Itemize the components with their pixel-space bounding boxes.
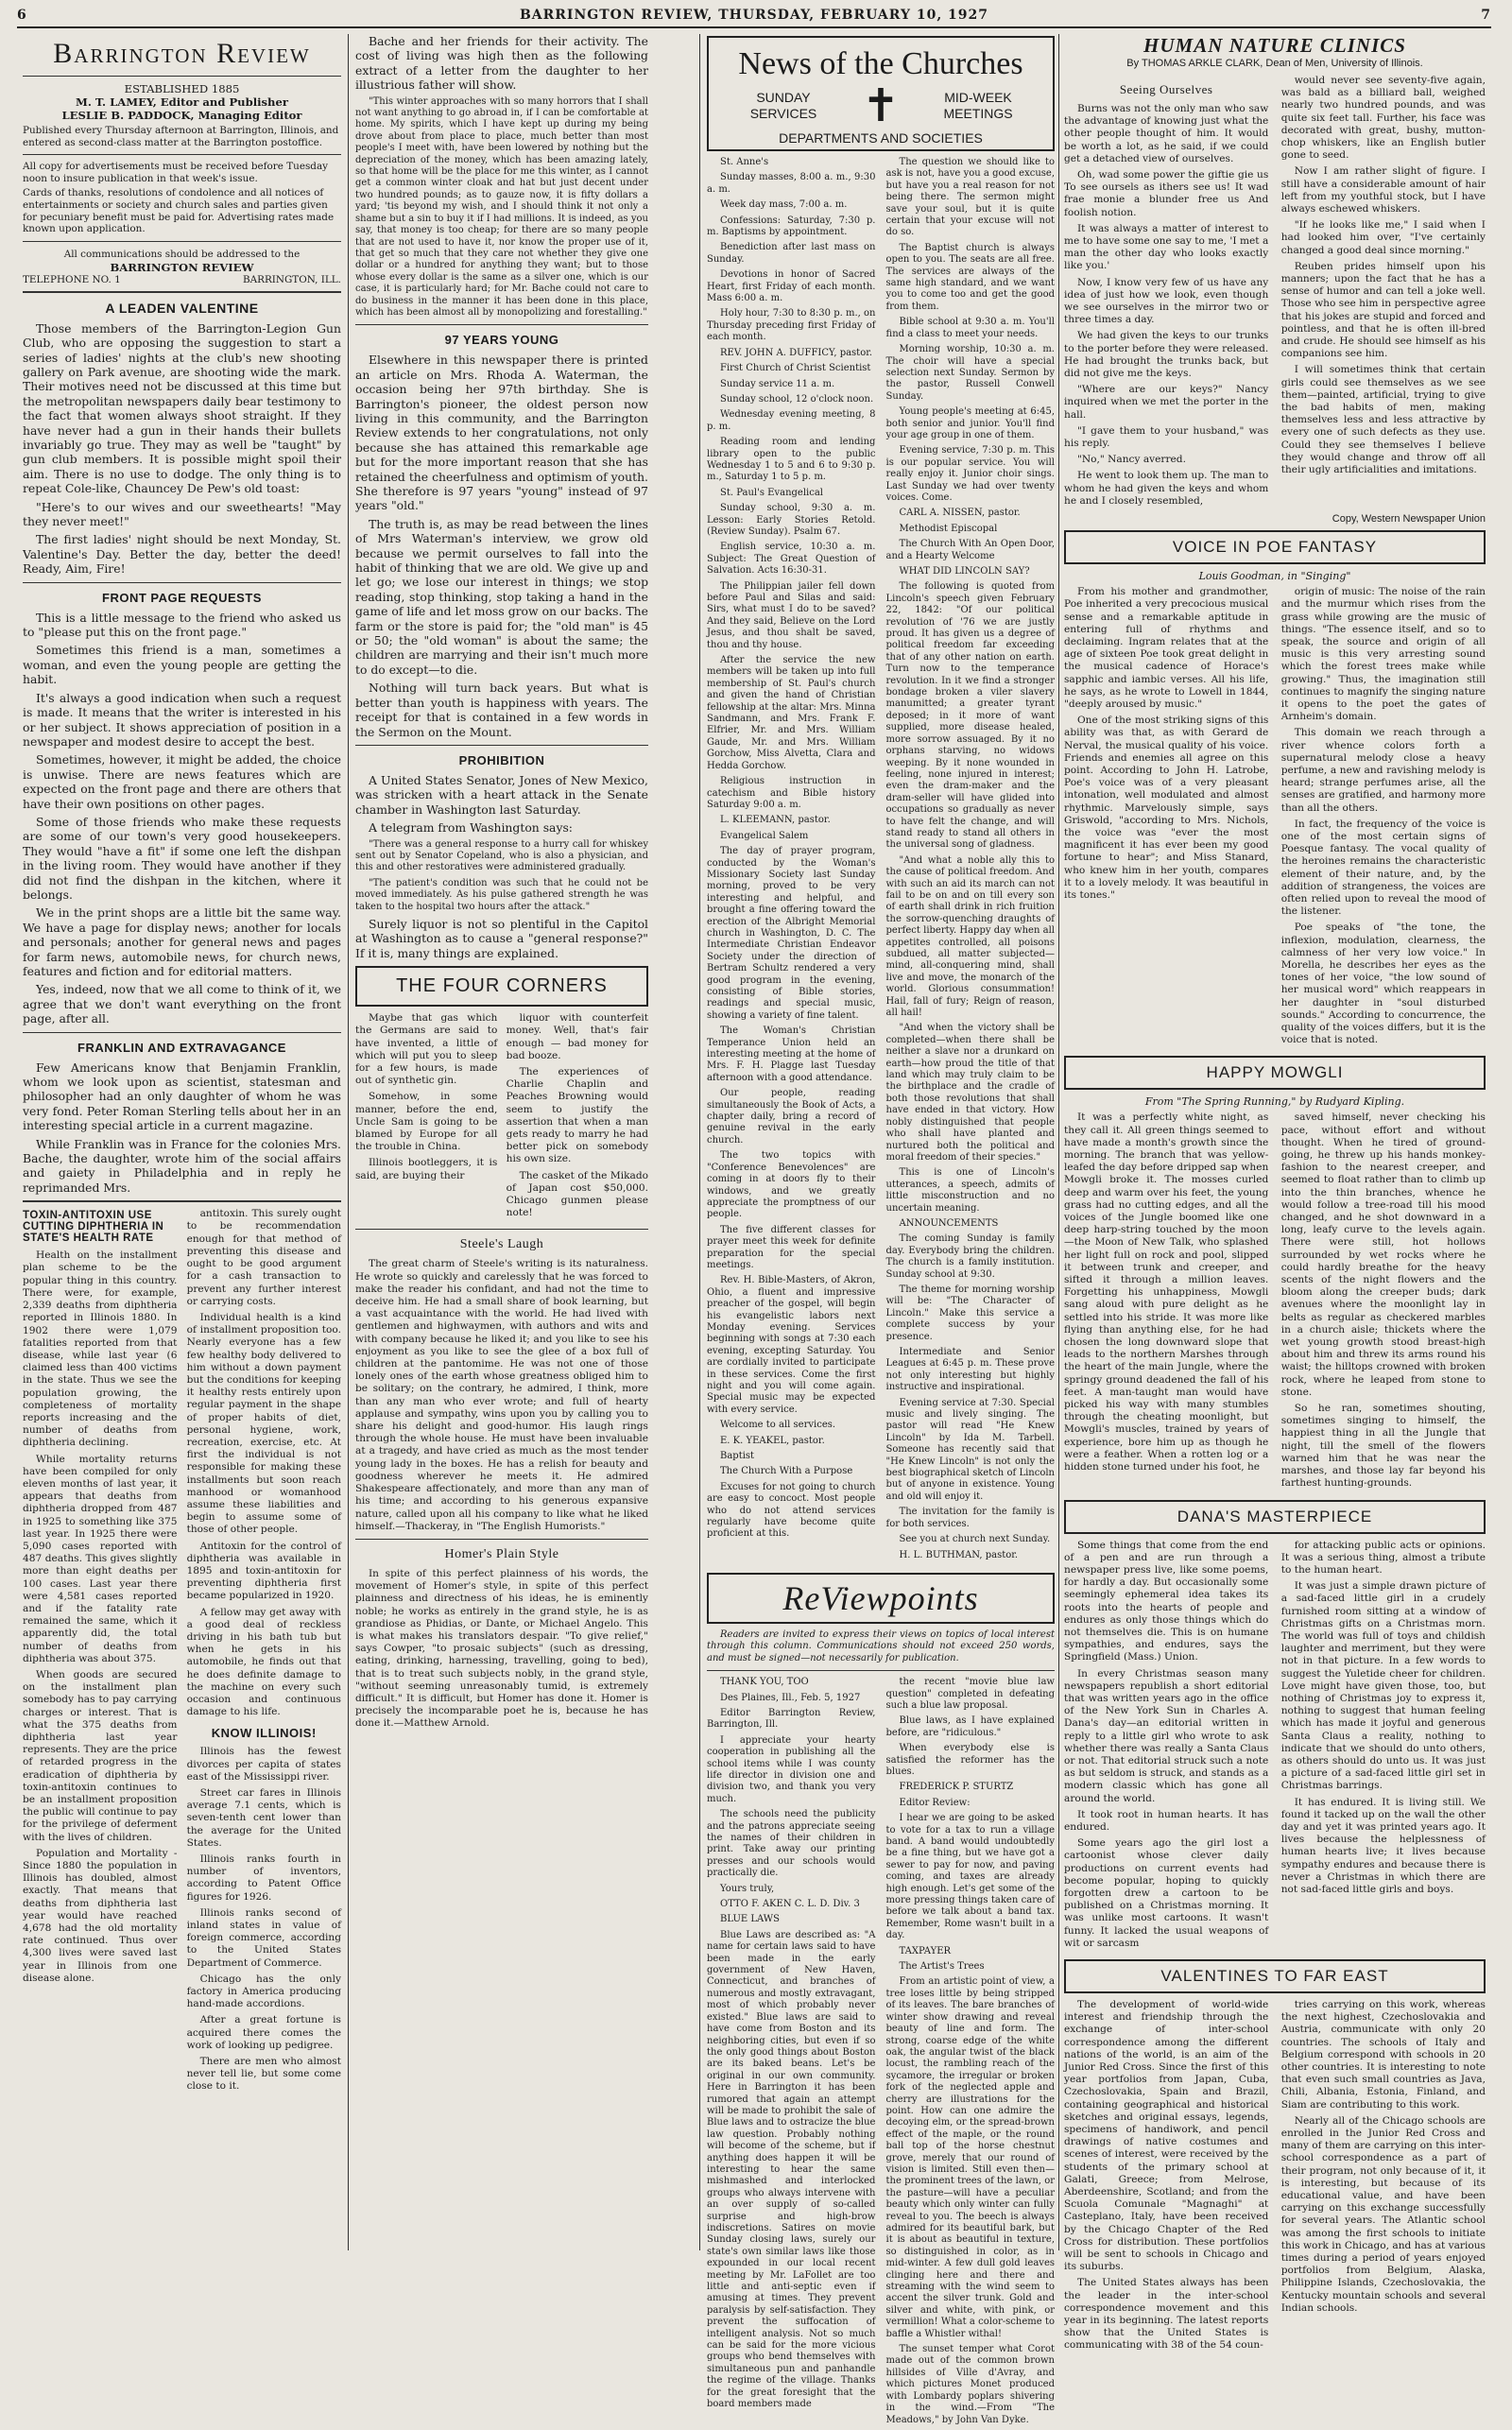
mid-week-label: MID-WEEK MEETINGS bbox=[943, 90, 1013, 121]
paragraph: H. L. BUTHMAN, pastor. bbox=[899, 1549, 1019, 1560]
poe-left bbox=[1064, 586, 1268, 1050]
paragraph: The truth is, as may be read between the lines of Mrs Waterman's interview, we grow old because we permit ourselves to fall into the habit of thinking that we are old. We give up and let go; we lose our interest in things; we stop reading, stop thinking, stop taking a hand in the game of life and let moss grow on our backs. The farm or the store is paid for; the "old man" is 45 or 50; the "old woman" is about the same; the children are marrying and their isn't much more to do except—to die. bbox=[355, 516, 648, 677]
paragraph: The sunset temper what Corot made out of the common brown hillsides of Ville d'Avray, and which pictures Monet produced with Lombardy poplars shivering in the wind.—From "The Meadows," by John Van Dyke. bbox=[885, 2344, 1055, 2425]
paragraph: He went to look them up. The man to whom he had given the keys and whom he and I closely resembled, bbox=[1064, 470, 1269, 507]
paragraph: English service, 10:30 a. m. Subject: The Great Question of Salvation. Acts 16:30-31. bbox=[707, 542, 876, 577]
dana-right bbox=[1281, 1540, 1486, 1955]
paragraph: In every Christmas season many newspapers republish a short editorial that was written years ago in the office of the New York Sun in Charles A. Dana's day—an editorial written in reply to a little girl who wrote to ask whether there was really a Santa Claus or not. That editorial struck such a note as but seldom is struck, and stands as a modern classic which has gone all around the world. bbox=[1064, 1667, 1269, 1804]
far-east-right bbox=[1281, 1999, 1486, 2356]
paragraph: Illinois ranks fourth in number of inventors, according to Patent Office figures for 1926. bbox=[186, 1853, 341, 1903]
steele-article bbox=[355, 1237, 648, 1730]
paragraph: Our people, reading simultaneously the Book of Acts, a chapter daily, bring a record of genuine revival in the early church. bbox=[707, 1088, 876, 1146]
paragraph: Sometimes this friend is a man, sometimes a woman, and even the young people are getting the habit. bbox=[23, 643, 341, 687]
paragraph: "Here's to our wives and our sweethearts! "May they never meet!" bbox=[23, 499, 341, 529]
dana-left bbox=[1064, 1540, 1268, 1955]
paragraph: Health on the installment plan scheme to be the popular thing in this country. There were, for example, 2,339 deaths from diphtheria reported in Illinois 1880. In 1902 there were 1,079 fatalities reported from that disease, while last year (6 claimed less than 400 victims in the state. Thus we see the population growing, the completeness of mortality reports increasing and the number of deaths from diphtheria declining. bbox=[23, 1249, 178, 1449]
paragraph: Blue laws, as I have explained before, are "ridiculous." bbox=[885, 1715, 1055, 1738]
editorial-body bbox=[355, 353, 648, 739]
paragraph: The Church With a Purpose bbox=[720, 1466, 853, 1477]
managing-editor-line: LESLIE B. PADDOCK, Managing Editor bbox=[61, 109, 302, 122]
poe-heading: VOICE IN POE FANTASY bbox=[1064, 530, 1486, 564]
reviewpoints-right bbox=[886, 1677, 1055, 2430]
paragraph: There are men who almost never tell lie, but some come close to it. bbox=[186, 2056, 341, 2093]
paragraph: Sunday school, 9:30 a. m. Lesson: Early Stories Retold. (Review Sunday). Psalm 67. bbox=[707, 503, 876, 537]
bache-article bbox=[355, 34, 648, 319]
paragraph: Week day mass, 7:00 a. m. bbox=[720, 199, 848, 211]
paragraph: The Artist's Trees bbox=[899, 1961, 985, 1973]
paragraph: I appreciate your hearty cooperation in publishing all the school items while I was county life director in division one and division two, and thank you very much. bbox=[707, 1734, 876, 1804]
reviewpoints-left bbox=[707, 1677, 875, 2430]
paragraph: Elsewhere in this newspaper there is printed an article on Mrs. Rhoda A. Waterman, the occasion being her 97th birthday. She is Barrington's pioneer, the oldest person now living in this community, and the Barrington Review extends to her congratulations, not only because she has attained this remarkable age but for the more important reason that she has retained the cheerfulness and optimism of youth. She therefore is 97 years "young" instead of 97 years "old." bbox=[355, 353, 648, 513]
paragraph: Illinois bootleggers, it is said, are buying their bbox=[355, 1157, 498, 1181]
column-1 bbox=[23, 34, 341, 2250]
poe-byline: Louis Goodman, in "Singing" bbox=[1198, 570, 1351, 583]
paragraph: Morning worship, 10:30 a. m. The choir will have a special selection next Sunday. Sermon by the pastor, Russell Conwell Sunday. bbox=[885, 344, 1055, 402]
paragraph: We in the print shops are a little bit the same way. We have a page for display news; another for locals and personals; another for general news and pages for farm news, automobile news, for church news, features and fiction and for editorial matters. bbox=[23, 905, 341, 978]
reviewpoints-intro: Readers are invited to express their views on topics of local interest through this column. Communications should not exceed 250 words, and must be signed—not necessarily for publication. bbox=[707, 1629, 1055, 1663]
paragraph: The invitation for the family is for both services. bbox=[885, 1507, 1055, 1529]
paragraph: From his mother and grandmother, Poe inherited a very precocious musical sense and a remarkable aptitude in entering full of rhythms and declaiming. Ingram relates that at the age of sixteen Poe took great delight in the musical cadence of Horace's sapphic and iambic verses. All his life, he says, as he wrote to Lowell in 1844, "deeply aroused by music." bbox=[1064, 586, 1269, 710]
paragraph: Wednesday evening meeting, 8 p. m. bbox=[707, 409, 876, 432]
paragraph: Religious instruction in catechism and Bible history Saturday 9:00 a. m. bbox=[707, 776, 876, 810]
paragraph: Chicago has the only factory in America producing hand-made accordions. bbox=[186, 1973, 341, 2010]
clinic-left bbox=[1064, 75, 1268, 511]
mowgli-left bbox=[1064, 1112, 1268, 1493]
page-number-right: 7 bbox=[1481, 8, 1491, 23]
paragraph: CARL A. NISSEN, pastor. bbox=[899, 508, 1021, 519]
column-4 bbox=[1064, 34, 1486, 2352]
paragraph: Devotions in honor of Sacred Heart, first Friday of each month. Mass 6:00 a. m. bbox=[707, 269, 876, 304]
page-number-left: 6 bbox=[17, 8, 27, 23]
paragraph: See you at church next Sunday. bbox=[899, 1534, 1051, 1545]
editorial-heading: FRANKLIN AND EXTRAVAGANCE bbox=[77, 1040, 286, 1055]
paragraph: Excuses for not going to church are easy to concoct. Most people who do not attend services regularly have become quite proficient at this. bbox=[707, 1481, 876, 1540]
paragraph: One of the most striking signs of this ability was that, as with Gerard de Nerval, the musical quality of his voice. Friends and enemies all agree on this point. According to John H. Latrobe, Poe's voice was of a very pleasant intonation, well modulated and almost rhythmic. Marvelously simple, says Griswold, "according to Mrs. Nichols, the voice was "ever the most magnificent it has ever been my good fortune to hear"; and Miss Stanard, who knew him in her youth, compares it to a lovely melody. It was beautiful in its tones." bbox=[1064, 715, 1269, 901]
paragraph: FREDERICK P. STURTZ bbox=[899, 1782, 1014, 1793]
far-east-heading: VALENTINES TO FAR EAST bbox=[1064, 1959, 1486, 1993]
paragraph: Some of those friends who make these requests are some of our town's very good housekeepers. They would "have a fit" if some one left the dishpan in the living room. They would have another if they did not find the dishpan in the kitchen, where it belongs. bbox=[23, 814, 341, 902]
masthead-title: Barrington Review bbox=[23, 38, 341, 77]
syndication-credit: Copy, Western Newspaper Union bbox=[1332, 513, 1486, 526]
paragraph: The development of world-wide interest and friendship through the exchange of inter-school correspondence among the different nations of the world, is an aim of the Junior Red Cross. Since the first of this year portfolios from Japan, Cuba, Czechoslovakia, Spain and Brazil, containing geographical and historical sketches and original essays, legends, specimens of handiwork, and pencil drawings of native costumes and scenes of interest, were received by the students of the primary school at Galati, Greece; from Melrose, Aberdeenshire, Scotland; and from the Scuola Comunale "Magnaghi" at Casteplano, Italy, have been received by the Chicago Chapter of the Red Cross for distribution. These portfolios will be sent to schools in Chicago and its suburbs. bbox=[1064, 1999, 1269, 2273]
article-heading: Steele's Laugh bbox=[459, 1237, 544, 1252]
paragraph: Maybe that gas which the Germans are said to have invented, a little of which will put you to sleep for a few hours, is made out of synthetic gin. bbox=[355, 1012, 498, 1087]
mowgli-body bbox=[1064, 1112, 1486, 1493]
paragraph: This domain we reach through a river whence colors forth a supernatural melody close a heavy perfume, a new and ravishing melody is heard; strange perfumes arise, all the senses are gratified, and harmony more than all the others. bbox=[1280, 727, 1486, 814]
paragraph: In spite of this perfect plainness of his words, the movement of Homer's style, in spite of this perfect plainness and directness of his ideas, he is eminently noble; he works as entirely in the grand style, he is as grandiose as Phidias, or Dante, or Michael Angelo. This is what makes his translators despair. "To give relief," says Cowper, "to prosaic subjects" (such as dressing, eating, drinking, harnessing, travelling, going to bed), that is to treat such subjects nobly, in the grand style, "without seeming unreasonably tumid, is extremely difficult." It is difficult, but Homer has done it. Homer is precisely the incomparable poet he is, because he has done it.—Matthew Arnold. bbox=[355, 1567, 648, 1730]
paragraph: The following is quoted from Lincoln's speech given February 22, 1842: "Of our political revolution of '76 we are justly proud. It has given us a degree of political freedom far exceeding that of any other nation on earth. Turn now to the temperance revolution. In it we find a stronger bondage broken a viler slavery manumitted; a greater tyrant deposed; in it more of want supplied, more disease healed, more sorrow assuaged. By it no orphans starving, no widows weeping. By it none wounded in feeling, none injured in interest; even the dram-maker and the dram-seller will have glided into occupations so gradually as never to have felt the change, and will stand ready to stand all others in the universal song of gladness. bbox=[885, 581, 1055, 851]
established: ESTABLISHED 1885 bbox=[124, 82, 240, 95]
paragraph: Young people's meeting at 6:45, both senior and junior. You'll find your age group in one of them. bbox=[885, 406, 1055, 440]
paragraph: Editor Barrington Review, Barrington, Ill. bbox=[707, 1707, 876, 1731]
paragraph: From an artistic point of view, a tree loses little by being stripped of its leaves. The bare branches of winter show drawing and reveal beauty of line and form. The strong, coarse edge of the white oak, the angular twist of the black locust, the rambling reach of the sycamore, the irregular or broken fork of the neglected apple and cherry are illustrations for the point. How can one admire the decoying elm, or the spread-brown effect of the maple, or the round ball top of the horse chestnut grove, merely that our round of vision is limited. Still even then—the prominent trees of the lawn, or the pasture—will have a peculiar beauty which only winter can fully reveal to you. The beech is always admired for its beautiful bark, but it is about as beautiful in texture, so distinguished in color, as in mid-winter. A few dull gold leaves clinging here and there and streaming with the wind seem to accent the silver trunk. Gold and silver and white, with pink, or vermillion! What a color-scheme to baffle a Whistler withal! bbox=[885, 1976, 1055, 2339]
paragraph: ANNOUNCEMENTS bbox=[899, 1217, 999, 1229]
paragraph: The Woman's Christian Temperance Union held an interesting meeting at the home of Mrs. F. H. Plagge last Tuesday afternoon with a good attendance. bbox=[707, 1025, 876, 1083]
ads-note: All copy for advertisements must be received before Tuesday noon to insure publication in that week's issue. bbox=[23, 161, 329, 184]
paragraph: Rev. H. Bible-Masters, of Akron, Ohio, a fluent and impressive preacher of the gospel, will begin his evangelistic labors next Monday evening. Services beginning with songs at 7:30 each evening, excepting Saturday. You are cordially invited to participate in these services. Come the first night and you will come again. Special music may be expected with every service. bbox=[707, 1275, 876, 1415]
paragraph: The Philippian jailer fell down before Paul and Silas and said: Sirs, what must I do to be saved? And they said, Believe on the Lord Jesus, and thou shalt be saved, thou and thy house. bbox=[707, 580, 876, 650]
cards-note: Cards of thanks, resolutions of condolence and all notices of entertainments or society and church sales and parties given for pecuniary benefit must be paid for. Advertising rates made known upon application. bbox=[23, 187, 335, 235]
mowgli-byline: From "The Spring Running," by Rudyard Kipling. bbox=[1144, 1095, 1405, 1109]
paragraph: Illinois has the fewest divorces per capita of states east of the Mississippi river. bbox=[186, 1746, 341, 1783]
paragraph: THANK YOU, TOO bbox=[720, 1677, 809, 1688]
paragraph: WHAT DID LINCOLN SAY? bbox=[899, 566, 1030, 577]
paragraph: Baptist bbox=[720, 1451, 755, 1462]
paragraph: origin of music: The noise of the rain and the murmur which rises from the grass while growing are the music of things. "The essence itself, and so to speak, the source and origin of all music is this very arresting sound which the forest trees make while growing." Thus, the imagination still continues to magnify the singing nature it opens to the poet the gates of Arnheim's domain. bbox=[1280, 586, 1486, 723]
running-head-title: BARRINGTON REVIEW, THURSDAY, FEBRUARY 10, 1927 bbox=[519, 8, 989, 23]
editor-line: M. T. LAMEY, Editor and Publisher bbox=[76, 95, 288, 109]
paragraph: The coming Sunday is family day. Everybody bring the children. The church is a family institution. Sunday school at 9:30. bbox=[885, 1233, 1055, 1280]
paragraph: After the service the new members will be taken up into full membership of St. Paul's church and given the hand of Christian fellowship at the altar: Mrs. Minna Sandmann, and Mrs. Frank F. Elfrier, Mr. and Mrs. William Gaude, Mr. and Mrs. William Gorchow, Miss Alvetta, Clara and Hedda Gorchow. bbox=[707, 655, 876, 771]
editorial-heading: A LEADEN VALENTINE bbox=[105, 300, 259, 316]
paragraph: "I gave them to your husband," was his reply. bbox=[1064, 424, 1269, 450]
paragraph: Bible school at 9:30 a. m. You'll find a class to meet your needs. bbox=[885, 317, 1055, 339]
paragraph: Blue Laws are described as: "A name for certain laws said to have been made in the early government of New Haven, Connecticut, and branches of numerous and mostly extravagant, most of which probably never existed." Blue laws are said to have come from Boston and its neighboring cities, but even if so the only good things about Boston are its baked beans. Let's be original in our own community. Here in Barrington it has been rumored that again an attempt will be made to prohibit the sale of Blue laws and to ostracize the blue law question. Probably nothing will become of the scheme, but if anything does happen it will be interesting to hear the same mishmashed and interlocked groups who always intervene with an over supply of so-called surprise and high-brow indiscretions. Satires on movie Sunday closing laws, surely our state's own similar laws like those expounded in our local recent meeting by Mr. LaFollet are too little and anti-septic even if amusing at times. They prevent paralysis by self-satisfaction. They prevent the suffocation of intelligent analysis. Not so much can be said for the more vicious groups who bend themselves with simultaneous pun and panhandle the regime of the village. Thanks for the great foresight that the board members made bbox=[707, 1929, 876, 2410]
paper-caps: BARRINGTON REVIEW bbox=[110, 260, 254, 274]
article-heading: TOXIN-ANTITOXIN USE CUTTING DIPHTHERIA IN STATE'S HEALTH RATE bbox=[23, 1210, 164, 1245]
paragraph: The first ladies' night should be next Monday, St. Valentine's Day. Better the day, better the deed! Ready, Aim, Fire! bbox=[23, 532, 341, 577]
far-east-left bbox=[1064, 1999, 1268, 2356]
paragraph: Reading room and lending library open to the public Wednesday 1 to 5 and 6 to 9:30 p. m., Saturday 1 to 5 p. m. bbox=[707, 437, 876, 483]
reviewpoints-letters bbox=[707, 1677, 1055, 2430]
paragraph: Nearly all of the Chicago schools are enrolled in the Junior Red Cross and many of them are carrying on this inter-school correspondence as a part of their program, not only because of it, it is interesting, but because of its educational value, and have been carrying on this exchange successfully for several years. The Atlantic school was among the first schools to initiate this work in Chicago, and has at various times during a period of years enjoyed portfolios from Belgium, Alaska, Philippine Islands, Czechoslovakia, the Kentucky mountain schools and several Indian schools. bbox=[1280, 2114, 1486, 2314]
paragraph: While Franklin was in France for the colonies Mrs. Bache, the daughter, wrote him of the social affairs and gaiety in Philadelphia and in reply he reprimanded Mrs. bbox=[23, 1136, 341, 1195]
paragraph: saved himself, never checking his pace, without effort and without thought. When he tired of ground-going, he threw up his hands monkey-fashion to the nearest creeper, and seemed to float rather than to climb up into the thin branches, whence he would follow a tree-road till his mood changed, and he shot downward in a long, leafy curve to the levels again. There were still, hot hollows surrounded by wet rocks where he could hardly breathe for the heavy scents of the night flowers and the bloom along the creeper buds; dark avenues where the moonlight lay in belts as regular as checkered marbles in a church aisle; thickets where the wet young growth stood breast-high about him and threw its arms round his waist; the hilltops crowned with broken rock, where he leaped from stone to stone. bbox=[1280, 1112, 1486, 1398]
paragraph: After a great fortune is acquired there comes the work of looking up pedigree. bbox=[186, 2014, 341, 2051]
sunday-services-label: SUNDAY SERVICES bbox=[749, 90, 817, 121]
church-news-banner bbox=[707, 36, 1055, 151]
paragraph: The Church With An Open Door, and a Hearty Welcome bbox=[885, 539, 1055, 561]
church-listings-right bbox=[886, 157, 1055, 1565]
paragraph: When everybody else is satisfied the reformer has the blues. bbox=[885, 1743, 1055, 1777]
running-head bbox=[17, 6, 1491, 28]
paragraph: Sometimes, however, it might be added, the choice is unwise. There are news features which are expected on the front page and there are others that have their own positions on other pages. bbox=[23, 752, 341, 811]
toxin-article bbox=[23, 1208, 177, 2096]
clinic-body bbox=[1064, 75, 1486, 511]
paragraph: Methodist Episcopal bbox=[899, 523, 998, 534]
paragraph: "If he looks like me," I said when I had looked him over, "I've certainly changed a good deal since morning." bbox=[1280, 219, 1486, 256]
column-rule bbox=[348, 34, 349, 2250]
cross-icon: ✝ bbox=[861, 79, 901, 132]
paragraph: This is one of Lincoln's utterances, a speech, admits of little misconstruction and no uncertain meaning. bbox=[885, 1167, 1055, 1214]
dana-body bbox=[1064, 1540, 1486, 1955]
paragraph: Street car fares in Illinois average 7.1 cents, which is seven-tenth cent lower than the average for the United States. bbox=[186, 1787, 341, 1849]
quoted-telegram: "The patient's condition was such that he could not be moved immediately. As his pulse gathered strength he was taken to the hospital two hours after the attack." bbox=[355, 877, 648, 912]
newspaper-page bbox=[17, 6, 1491, 2425]
paragraph: We had given the keys to our trunks to the porter before they were released. He had brought the trunks back, but did not give me the keys. bbox=[1064, 330, 1269, 380]
paragraph: St. Anne's bbox=[720, 157, 769, 167]
lower-section bbox=[23, 1208, 341, 2096]
church-listings-left bbox=[707, 157, 875, 1565]
paragraph: A United States Senator, Jones of New Mexico, was stricken with a heart attack in the Senate chamber in Washington last Saturday. bbox=[355, 772, 648, 817]
poe-body bbox=[1064, 586, 1486, 1050]
article-heading: KNOW ILLINOIS! bbox=[211, 1726, 317, 1741]
paragraph: In fact, the frequency of the voice is one of the most certain signs of Poesque fantasy. The vocal quality of the heroines remains the characteristic element of their nature, and, by the addition of strangeness, the voices are often relied upon to reveal the mood of the listener. bbox=[1280, 818, 1486, 918]
paragraph: I hear we are going to be asked to vote for a tax to run a village band. A band would undoubtedly be a fine thing, but we have got a sewer to pay for now, and paving coming, and taxes are already high enough. Let's get some of the more pressing things taken care of before we talk about a band tax. Remember, Rome wasn't built in a day. bbox=[885, 1813, 1055, 1941]
paragraph: It was a perfectly white night, as they call it. All green things seemed to have made a month's growth since the morning. The branch that was yellow-leafed the day before dripped sap when Mowgli broke it. The mosses curled deep and warm over his feet, the young grass had no cutting edges, and all the voices of the Jungle boomed like one deep harp-string touched by the moon—the Moon of New Talk, who splashed her light full on rock and pool, slipped it between trunk and creeper, and sifted it through a million leaves. Forgetting his unhappiness, Mowgli sang aloud with pure delight as he settled into his stride. It was more like flying than anything else, for he had chosen the long downward slope that leads to the northern Marshes through the heart of the main Jungle, where the springy ground deadened the fall of his feet. A man-taught man would have picked his way with many stumbles through the cheating moonlight, but Mowgli's muscles, trained by years of experience, bore him up as though he were a feather. When a rotten log or a hidden stone turned under his foot, he bbox=[1064, 1112, 1269, 1474]
paragraph: E. K. YEAKEL, pastor. bbox=[720, 1435, 825, 1446]
paragraph: Sunday service 11 a. m. bbox=[720, 378, 835, 389]
column-3 bbox=[707, 34, 1055, 2425]
four-corners-left bbox=[355, 1012, 497, 1223]
paragraph: TAXPAYER bbox=[899, 1945, 952, 1956]
far-east-body bbox=[1064, 1999, 1486, 2356]
quoted-letter: "This winter approaches with so many horrors that I shall not want anything to go abroad in, if I can be comfortable at home. My spirits, which I have kept up during my being drove about from place to place, much better than most people's I meet with, have been lowered by nothing but the depreciation of the money, which has been amazing lately, so that home will be the place for me this winter, as I cannot get a common winter cloak and hat but just decent under two hundred pounds; as to gauze now, it is fifty dollars a yard; 'tis beyond my wish, and I should think it not only a shame but a sin to buy it if I had millions. It is indeed, as you say, that money is too cheap; for there are so many people that are not used to have it, nor know the proper use of it, that get so much that they care not whether they give one dollar or a hundred for anything they want; but to those whose every dollar is the same as a silver one, which is our case, it is particularly hard; for Mr. Bache could not care to do business in the manner it has been done in this place, which has been almost all by monopolizing and forestalling." bbox=[355, 95, 648, 318]
paragraph: The casket of the Mikado of Japan cost $50,000. Chicago gunmen please note! bbox=[506, 1169, 648, 1219]
editorial-heading: FRONT PAGE REQUESTS bbox=[102, 590, 262, 605]
paragraph: Burns was not the only man who saw the advantage of knowing just what the other people thought of him. It would be worth a lot, as he said, if we could get a detached view of ourselves. bbox=[1064, 103, 1269, 164]
paragraph: tries carrying on this work, whereas the next highest, Czechoslovakia and Austria, communicate with only 20 countries. The schools of Italy and Belgium correspond with schools in 20 other countries. It is interesting to note that even such small countries as Java, Chili, Albania, Estonia, Finland, and Siam are contributing to this work. bbox=[1280, 1999, 1486, 2111]
paragraph: This is a little message to the friend who asked us to "please put this on the front page." bbox=[23, 610, 341, 640]
paragraph: I will sometimes think that certain girls could see themselves as we see them—painted, artificial, trying to give the bad habits of men, making themselves less and less attractive by every one of such defects as they use. Could they see themselves I believe they would change and throw off all their ugly artificialities and imitations. bbox=[1280, 364, 1486, 476]
paragraph: So he ran, sometimes shouting, sometimes singing to himself, the happiest thing in all the Jungle that night, till the smell of the flowers warned him that he was near the marshes, and those lay far beyond his farthest hunting-grounds. bbox=[1280, 1403, 1486, 1490]
paragraph: While mortality returns have been compiled for only eleven months of last year, it appears that deaths from diphtheria dropped from 487 in 1925 to something like 375 last year. In 1925 there were 5,090 cases reported with 487 deaths. This gives slightly more than eight deaths per 100 cases. Last year there were 4,581 cases reported and if the fatality rate remained the same, which it apparently did, the total number of deaths from diphtheria was about 375. bbox=[23, 1453, 178, 1664]
toxin-continued bbox=[187, 1208, 341, 2096]
mowgli-heading: HAPPY MOWGLI bbox=[1064, 1056, 1486, 1090]
paragraph: Reuben prides himself upon his manners; upon the fact that he has a sense of humor and can tell a joke well. Those who see him in perspective agree that his jokes are stupid and forced and pointless, and that he is often ill-bred and crude. He should see himself as his companions see him. bbox=[1280, 260, 1486, 360]
paragraph: First Church of Christ Scientist bbox=[720, 363, 871, 374]
paragraph: Some years ago the girl lost a cartoonist whose clever daily productions on current events had become popular, hoping to quickly forgotten drew a cartoon to be published on a Christmas morning. It was unlike most cartoons. It wasn't funny. It lacked the usual weapons of wit or sarcasm bbox=[1064, 1837, 1269, 1949]
paragraph: Confessions: Saturday, 7:30 p. m. Baptisms by appointment. bbox=[707, 215, 876, 238]
paragraph: Few Americans know that Benjamin Franklin, whom we look upon as scientist, statesman and philosopher had an only daughter of whom he was very fond. Peter Roman Sterling tells about her in an interesting special article in a current magazine. bbox=[23, 1060, 341, 1133]
clinic-title: HUMAN NATURE CLINICS bbox=[1143, 34, 1406, 57]
paragraph: antitoxin. This surely ought to be recommendation enough for that method of preventing this disease and ought to be good argument for a cash transaction to prevent any further interest or carrying costs. bbox=[186, 1208, 341, 1307]
paragraph: "And when the victory shall be completed—when there shall be neither a slave nor a drunkard on earth—how proud the title of that land which may truly claim to be the birthplace and the cradle of both those revolutions that shall have ended in that victory. How nobly distinguished that people who shall have planted and nurtured both the political and moral freedom of their species." bbox=[885, 1023, 1055, 1163]
paragraph: the recent "movie blue law question" completed in defeating such a blue law proposal. bbox=[885, 1677, 1055, 1711]
clinic-header bbox=[1064, 34, 1486, 69]
paragraph: The experiences of Charlie Chaplin and Peaches Browning would seem to justify the assertion that when a man gets ready to marry he had better pick on somebody his own size. bbox=[506, 1066, 648, 1165]
paragraph: Evening service at 7:30. Special music and lively singing. The pastor will read "He Knew Lincoln" by Ida M. Tarbell. Someone has recently said that "He Knew Lincoln" is not only the best biographical sketch of Lincoln but of anyone in existence. Young and old will enjoy it. bbox=[885, 1397, 1055, 1502]
paragraph: Surely liquor is not so plentiful in the Capitol at Washington as to cause a "general response?" If it is, many things are explained. bbox=[355, 916, 648, 960]
paragraph: Population and Mortality - Since 1880 the population in Illinois has doubled, almost exactly. That means that deaths from diphtheria last year would have reached 4,678 had the old mortality rate continued. Thus over 4,300 lives were saved last year in Illinois from one disease alone. bbox=[23, 1847, 178, 1984]
column-2 bbox=[355, 34, 648, 2250]
paragraph: Evening service, 7:30 p. m. This is our popular service. You will really enjoy it. Junior choir sings. Last Sunday we had over twenty voices. Come. bbox=[885, 445, 1055, 503]
paragraph: It has endured. It is living still. We found it tacked up on the wall the other day and yet it was printed years ago. It lives because the helplessness of human hearts live; it lives because sympathy endures and because there is never a Christmas in which there are not sad-faced little girls and boys. bbox=[1280, 1796, 1486, 1895]
editorial-body bbox=[355, 773, 648, 960]
paragraph: It was always a matter of interest to me to have some one say to me, 'I met a man the other day who looks exactly like you.' bbox=[1064, 222, 1269, 272]
paragraph: The theme for morning worship will be: "The Character of Lincoln." Make this service a complete success by your presence. bbox=[885, 1284, 1055, 1342]
address-note: All communications should be addressed to the bbox=[63, 248, 301, 260]
paragraph: Intermediate and Senior Leagues at 6:45 p. m. These prove not only interesting but highly instructive and inspirational. bbox=[885, 1347, 1055, 1393]
paragraph: Poe speaks of "the tone, the inflexion, modulation, clearness, the calmness of her very low voice." In Morella, he describes her eyes as the tones of her voice, "the low sound of her musical word" which reappears in her daughter in "soul disturbed sounds." According to concurrence, the quality of the voices differs, but it is the voice that is noted. bbox=[1280, 922, 1486, 1046]
paragraph: When goods are secured on the installment plan somebody has to pay carrying charges or interest. That is what the 375 deaths from diphtheria last year represents. They are the price of retarded progress in the eradication of diphtheria by toxin-antitoxin continues to be an installment proposition the public will continue to pay for the privilege of deferment with the lives of children. bbox=[23, 1668, 178, 1843]
paragraph: Yes, indeed, now that we all come to think of it, we agree that we don't want everything on the front page, after all. bbox=[23, 982, 341, 1026]
paragraph: Somehow, in some manner, before the end, Uncle Sam is going to be blamed by Europe for all the trouble in China. bbox=[355, 1091, 498, 1153]
telephone: TELEPHONE NO. 1 bbox=[23, 273, 121, 285]
town: BARRINGTON, ILL. bbox=[243, 273, 341, 285]
paragraph: for attacking public acts or opinions. It was a serious thing, almost a tribute to the human heart. bbox=[1280, 1539, 1486, 1576]
paragraph: Some things that come from the end of a pen and are run through a newspaper press live, like some poems, for hardly a day. But occasionally some seemingly ephemeral idea takes its roots into the hearts of people and endures as only those things which do not themselves die. This is on humane sympathies, and endures, says the Springfield (Mass.) Union. bbox=[1064, 1539, 1269, 1663]
paragraph: The United States always has been the leader in the inter-school correspondence movement and this year in its beginning. The latest reports show that the United States is communicating with 38 of the 54 coun- bbox=[1064, 2277, 1269, 2352]
editorial-body bbox=[23, 321, 341, 577]
paragraph: liquor with counterfeit money. Well, that's fair enough — bad money for bad booze. bbox=[506, 1012, 648, 1061]
paragraph: BLUE LAWS bbox=[720, 1914, 780, 1925]
editorial-body bbox=[23, 1060, 341, 1196]
paragraph: "Where are our keys?" Nancy inquired when we met the porter in the hall. bbox=[1064, 384, 1269, 421]
paragraph: L. KLEEMANN, pastor. bbox=[720, 815, 831, 826]
paragraph: Now, I know very few of us have any idea of just how we look, even though we see ourselves in the mirror two or three times a day. bbox=[1064, 276, 1269, 326]
mowgli-right bbox=[1281, 1112, 1486, 1493]
paragraph: Now I am rather slight of figure. I still have a considerable amount of hair left from my youthful stock, but I have always eschewed whiskers. bbox=[1280, 165, 1486, 215]
clinic-subheading: Seeing Ourselves bbox=[1119, 82, 1213, 96]
column-rule bbox=[1058, 34, 1059, 2250]
paragraph: Bache and her friends for their activity. The cost of living was high then as the following extract of a letter from the daughter to her illustrious father will show. bbox=[355, 34, 648, 93]
paragraph: Sunday school, 12 o'clock noon. bbox=[720, 393, 874, 405]
paragraph: It's always a good indication when such a request is made. It means that the writer is interested in his or her subject. It shows appreciation of position in a newspaper and modest desire to accept the best. bbox=[23, 690, 341, 749]
paragraph: The day of prayer program, conducted by the Woman's Missionary Society last Sunday morning, proved to be very interesting and helpful, and brought a fine offering toward the erection of the Albright Memorial church in Washington, D. C. The Intermediate Christian Endeavor Society under the direction of Bertram Schultz rendered a very good program in the evening, consisting of Bible stories, readings and special music, showing a variety of fine talent. bbox=[707, 846, 876, 1021]
clinic-byline: By THOMAS ARKLE CLARK, Dean of Men, University of Illinois. bbox=[1126, 58, 1423, 69]
paragraph: would never see seventy-five again, was bald as a billiard ball, weighed nearly two hundred pounds, and was quite six feet tall. Further, his face was decorated with great, bushy, mutton-chop whiskers, like an English butler gone to seed. bbox=[1280, 75, 1486, 162]
paragraph: The great charm of Steele's writing is its naturalness. He wrote so quickly and carelessly that he was forced to make the reader his confidant, and had not the time to deceive him. He had a small share of book learning, but a vast acquaintance with the world. He had lived with gentlemen and highwaymen, with authors and wits and with company because he liked it; and you like to see his enjoyment as you like to see the glee of a box full of children at the pantomime. He was not one of those lonely ones of the earth whose greatness obliged him to be solitary; on the contrary, he admired, I think, more than any man who ever wrote; and full of hearty applause and sympathy, wins upon you by calling you to share his delight and good-humor. His laugh rings through the whole house. He must have been invaluable at a tragedy, and have cried as much as the most tender young lady in the boxes. He has a relish for beauty and goodness wherever he meets it. He admired Shakespeare affectionately, and more than any man of his time; and according to his generous expansive nature, called upon all his company to like what he liked himself.—Thackeray, in "The English Humorists." bbox=[355, 1258, 648, 1532]
paragraph: Individual health is a kind of installment proposition too. Nearly everyone has a few few healthy body delivered to him without a down payment but the conditions for keeping it healthy rests entirely upon regular payment in the shape of proper habits of diet, personal hygiene, work, recreation, exercise, etc. At first the individual is not responsible for making these installments but soon reach manhood or womanhood assume these liabilities and begin to assume some of those of other people. bbox=[186, 1311, 341, 1536]
poe-right bbox=[1281, 586, 1486, 1050]
church-listings bbox=[707, 157, 1055, 1565]
church-news-title: News of the Churches bbox=[738, 46, 1023, 81]
paragraph: It was just a simple drawn picture of a sad-faced little girl in a crudely furnished room sitting at a window of Christmas gifts on a Christmas morn. The world was full of toys and childish laughter and merriment, but they were not in that picture. In a few words to suggest the Yuletide cheer for children. Love might have given those, too, but nothing of Christmas joy to express it, nothing to suggest that human feeling which has made it joyful and generous Santa Claus a reality, nothing to indicate that we should do unto others, as others should do unto us. It was just a picture of a sad-faced little girl set in Christmas barrings. bbox=[1280, 1580, 1486, 1792]
paragraph: Evangelical Salem bbox=[720, 830, 809, 841]
four-corners-heading: THE FOUR CORNERS bbox=[355, 966, 648, 1007]
paragraph: St. Paul's Evangelical bbox=[720, 487, 823, 498]
masthead-contact bbox=[23, 274, 341, 285]
paragraph: Yours truly, bbox=[720, 1883, 775, 1894]
dana-heading: DANA'S MASTERPIECE bbox=[1064, 1500, 1486, 1534]
article-heading: Homer's Plain Style bbox=[444, 1546, 559, 1561]
paragraph: Sunday masses, 8:00 a. m., 9:30 a. m. bbox=[707, 172, 876, 195]
paragraph: Editor Review: bbox=[899, 1797, 971, 1808]
published-note: Published every Thursday afternoon at Barrington, Illinois, and entered as second-class matter at the Barrington postoffice. bbox=[23, 125, 339, 148]
paragraph: The Baptist church is always open to you. The seats are all free. The services are always of the same high standard, and we want you to come too and get the good from them. bbox=[885, 242, 1055, 312]
clinic-right bbox=[1281, 75, 1486, 511]
paragraph: Antitoxin for the control of diphtheria was available in 1895 and toxin-antitoxin for preventing diphtheria first became popularized in 1920. bbox=[186, 1540, 341, 1602]
editorial-heading: 97 YEARS YOUNG bbox=[444, 333, 559, 348]
paragraph: Nothing will turn back years. But what is better than youth is happiness with years. The receipt for that is contained in a few words in the Sermon on the Mount. bbox=[355, 681, 648, 739]
quoted-telegram: "There was a general response to a hurry call for whiskey sent out by Senator Copeland, who is also a physician, and this and other restoratives were administered gradually. bbox=[355, 838, 648, 873]
paragraph: Welcome to all services. bbox=[720, 1420, 836, 1431]
paragraph: Des Plaines, Ill., Feb. 5, 1927 bbox=[720, 1692, 861, 1703]
four-corners-right bbox=[507, 1012, 648, 1223]
departments-label: DEPARTMENTS AND SOCIETIES bbox=[779, 130, 983, 146]
editorial-body bbox=[23, 611, 341, 1026]
paragraph: The five different classes for prayer meet this week for definite preparation for the special meetings. bbox=[707, 1224, 876, 1270]
paragraph: "No," Nancy averred. bbox=[1077, 454, 1186, 466]
editorial-heading: PROHIBITION bbox=[458, 752, 545, 767]
masthead-info bbox=[23, 82, 341, 285]
paragraph: The two topics with "Conference Benevolences" are coming in at doors fly to their windows, and we greatly appreciate the promptness of our people. bbox=[707, 1150, 876, 1220]
paragraph: Benediction after last mass on Sunday. bbox=[707, 242, 876, 265]
paragraph: OTTO F. AKEN C. L. D. Div. 3 bbox=[720, 1899, 860, 1910]
reviewpoints-heading: ReViewpoints bbox=[707, 1573, 1055, 1624]
paragraph: Oh, wad some power the giftie gie us To see oursels as ithers see us! It wad frae monie a blunder free us And foolish notion. bbox=[1064, 169, 1269, 218]
paragraph: "And what a noble ally this to the cause of political freedom. And with such an aid its march can not fail to be on and on till every son of earth shall drink in rich fruition the sorrow-quenching draughts of perfect liberty. Happy day when all appetites controlled, all poisons subdued, all matter subjected—mind, all-conquering mind, shall live and move, the monarch of the world. Glorious consummation! Hail, fall of fury; Reign of reason, all hail! bbox=[885, 854, 1055, 1019]
four-corners bbox=[355, 1012, 648, 1223]
paragraph: The schools need the publicity and the patrons appreciate seeing the names of their children in print. Take away our printing presses and our schools would practically die. bbox=[707, 1809, 876, 1879]
paragraph: It took root in human hearts. It has endured. bbox=[1064, 1808, 1269, 1833]
paragraph: Holy hour, 7:30 to 8:30 p. m., on Thursday preceding first Friday of each month. bbox=[707, 308, 876, 343]
paragraph: REV. JOHN A. DUFFICY, pastor. bbox=[720, 347, 873, 358]
paragraph: The question we should like to ask is not, have you a good excuse, but have you a real reason for not being there. The sermon might save your soul, but it is quite certain that your excuse will not do so. bbox=[885, 157, 1055, 238]
paragraph: A fellow may get away with a good deal of reckless driving in his bath tub but when he gets in his automobile, he finds out that he does definite damage to the machine on every such occasion and continuous damage to his life. bbox=[186, 1606, 341, 1718]
paragraph: A telegram from Washington says: bbox=[369, 820, 573, 836]
column-rule bbox=[699, 34, 700, 2250]
paragraph: Illinois ranks second of inland states in value of foreign commerce, according to the United States Department of Commerce. bbox=[186, 1906, 341, 1969]
paragraph: Those members of the Barrington-Legion Gun Club, who are opposing the suggestion to start a series of ladies' nights at the club's new shooting gallery on Park avenue, are shooting wide the mark. Their motives need not be discussed at this time but the metropolitan newspapers daily bear testimony to the fact that women always shoot straight. If they have never had a gun in their hands their bullets invariably go true. They may as well be "taught" by gun club members. It is possible might spoil their aim. There is no use to dodge. The only thing is to repeat Cole-like, Chauncey De Pew's old toast: bbox=[23, 320, 341, 496]
